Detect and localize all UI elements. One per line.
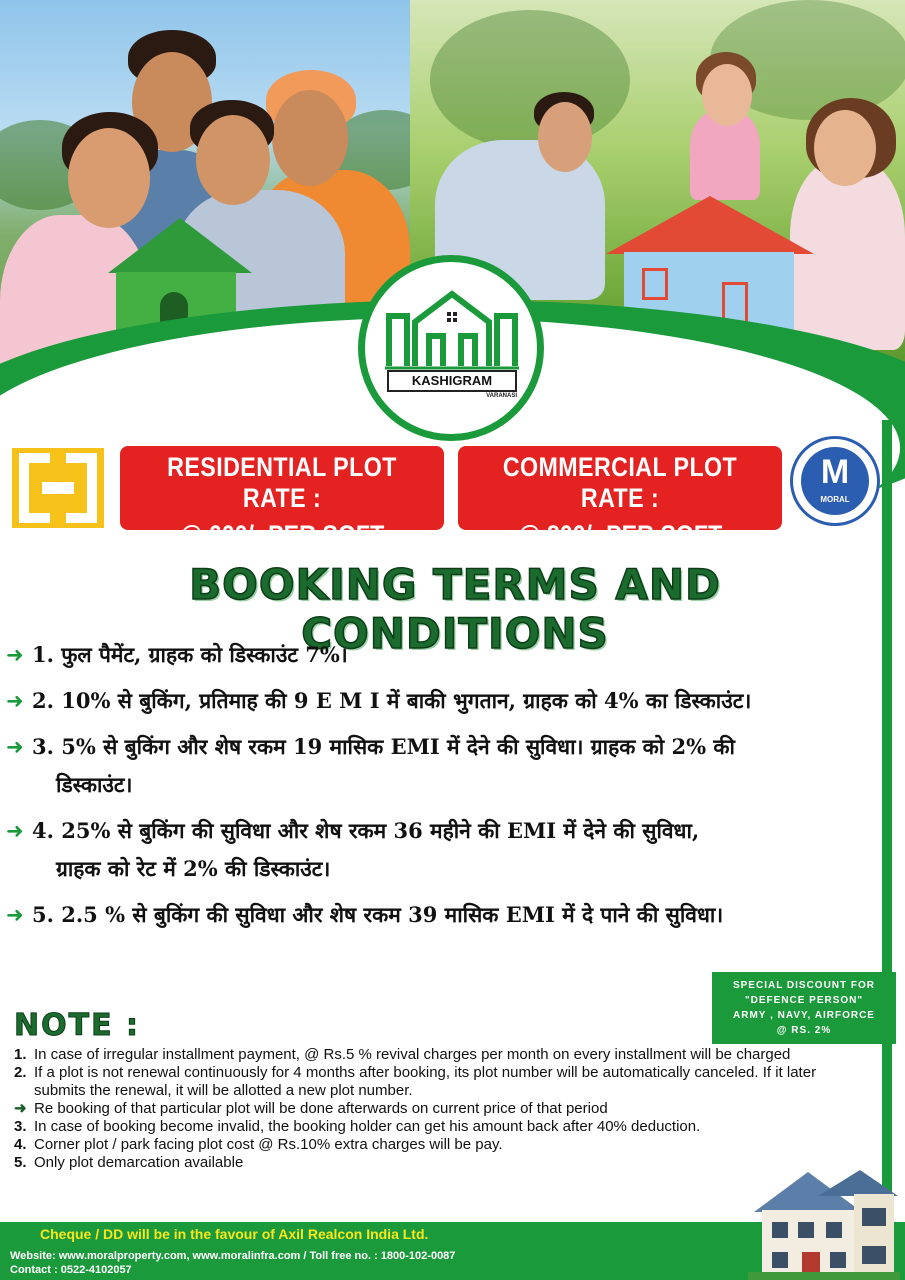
- term-item: ➜ 5. 2.5 % से बुकिंग की सुविधा और शेष रकम 39 मासिक EMI में दे पाने की सुविधा।: [6, 896, 886, 934]
- arrow-right-icon: ➜: [6, 735, 24, 759]
- terms-title: BOOKING TERMS AND CONDITIONS: [189, 560, 721, 658]
- note-item: 1. In case of irregular installment payment, @ Rs.5 % revival charges per month on every installment will be charged: [14, 1046, 791, 1063]
- kashigram-logo: [358, 255, 544, 441]
- residential-rate-value: @ 600/- PER SQFT: [179, 520, 385, 550]
- arrow-right-icon: ➜: [6, 689, 24, 713]
- moral-logo-letter: M: [820, 453, 850, 491]
- contact-line: Contact : 0522-4102057: [10, 1264, 132, 1276]
- logo-subtitle: VARANASI: [486, 393, 517, 399]
- commercial-rate-value: @ 800/- PER SQFT: [517, 520, 723, 550]
- house-illustration-icon: [748, 1166, 900, 1280]
- commercial-rate-badge: [458, 446, 782, 550]
- arrow-right-icon: ➜: [6, 819, 24, 843]
- cheque-notice: Cheque / DD will be in the favour of Axil Realcon India Ltd.: [40, 1226, 429, 1242]
- axil-brand-icon: [12, 448, 104, 528]
- note-item: 3. In case of booking become invalid, the booking holder can get his amount back after 40% deduction.: [14, 1118, 701, 1135]
- note-title: NOTE :: [14, 1008, 141, 1043]
- note-item: 5. Only plot demarcation available: [14, 1154, 244, 1171]
- moral-logo: [790, 436, 880, 526]
- house-logo-icon: [385, 288, 519, 370]
- arrow-right-icon: ➜: [6, 903, 24, 927]
- note-item: ➜ Re booking of that particular plot will be done afterwards on current price of that period: [14, 1100, 608, 1117]
- residential-rate-badge: [120, 446, 444, 550]
- moral-logo-text: MORAL: [820, 495, 850, 504]
- term-item: ➜ 4. 25% से बुकिंग की सुविधा और शेष रकम 36 महीने की EMI में देने की सुविधा, ग्राहक को रेट में 2% की डिस्काउंट।: [6, 812, 886, 888]
- residential-rate-label: RESIDENTIAL PLOT RATE :: [167, 452, 397, 513]
- terms-list: [6, 636, 886, 934]
- arrow-right-icon: ➜: [14, 1100, 27, 1117]
- term-item: ➜ 1. फुल पैमेंट, ग्राहक को डिस्काउंट 7%।: [6, 636, 886, 674]
- notes-list: [14, 1046, 854, 1172]
- note-item: 2. If a plot is not renewal continuously for 4 months after booking, its plot number will be automatically canceled. If it later submits the renewal, it will be allotted a new plot number.: [14, 1064, 817, 1099]
- website-line: Website: www.moralproperty.com, www.moralinfra.com / Toll free no. : 1800-102-0087: [10, 1250, 456, 1262]
- defence-discount-badge: SPECIAL DISCOUNT FOR "DEFENCE PERSON" ARMY , NAVY, AIRFORCE @ RS. 2%: [712, 972, 896, 1044]
- commercial-rate-label: COMMERCIAL PLOT RATE :: [502, 452, 738, 513]
- logo-name: KASHIGRAM: [387, 370, 517, 392]
- term-item: ➜ 2. 10% से बुकिंग, प्रतिमाह की 9 E M I में बाकी भुगतान, ग्राहक को 4% का डिस्काउंट।: [6, 682, 886, 720]
- note-item: 4. Corner plot / park facing plot cost @ Rs.10% extra charges will be pay.: [14, 1136, 503, 1153]
- term-item: ➜ 3. 5% से बुकिंग और शेष रकम 19 मासिक EMI में देने की सुविधा। ग्राहक को 2% की डिस्काउंट।: [6, 728, 886, 804]
- arrow-right-icon: ➜: [6, 643, 24, 667]
